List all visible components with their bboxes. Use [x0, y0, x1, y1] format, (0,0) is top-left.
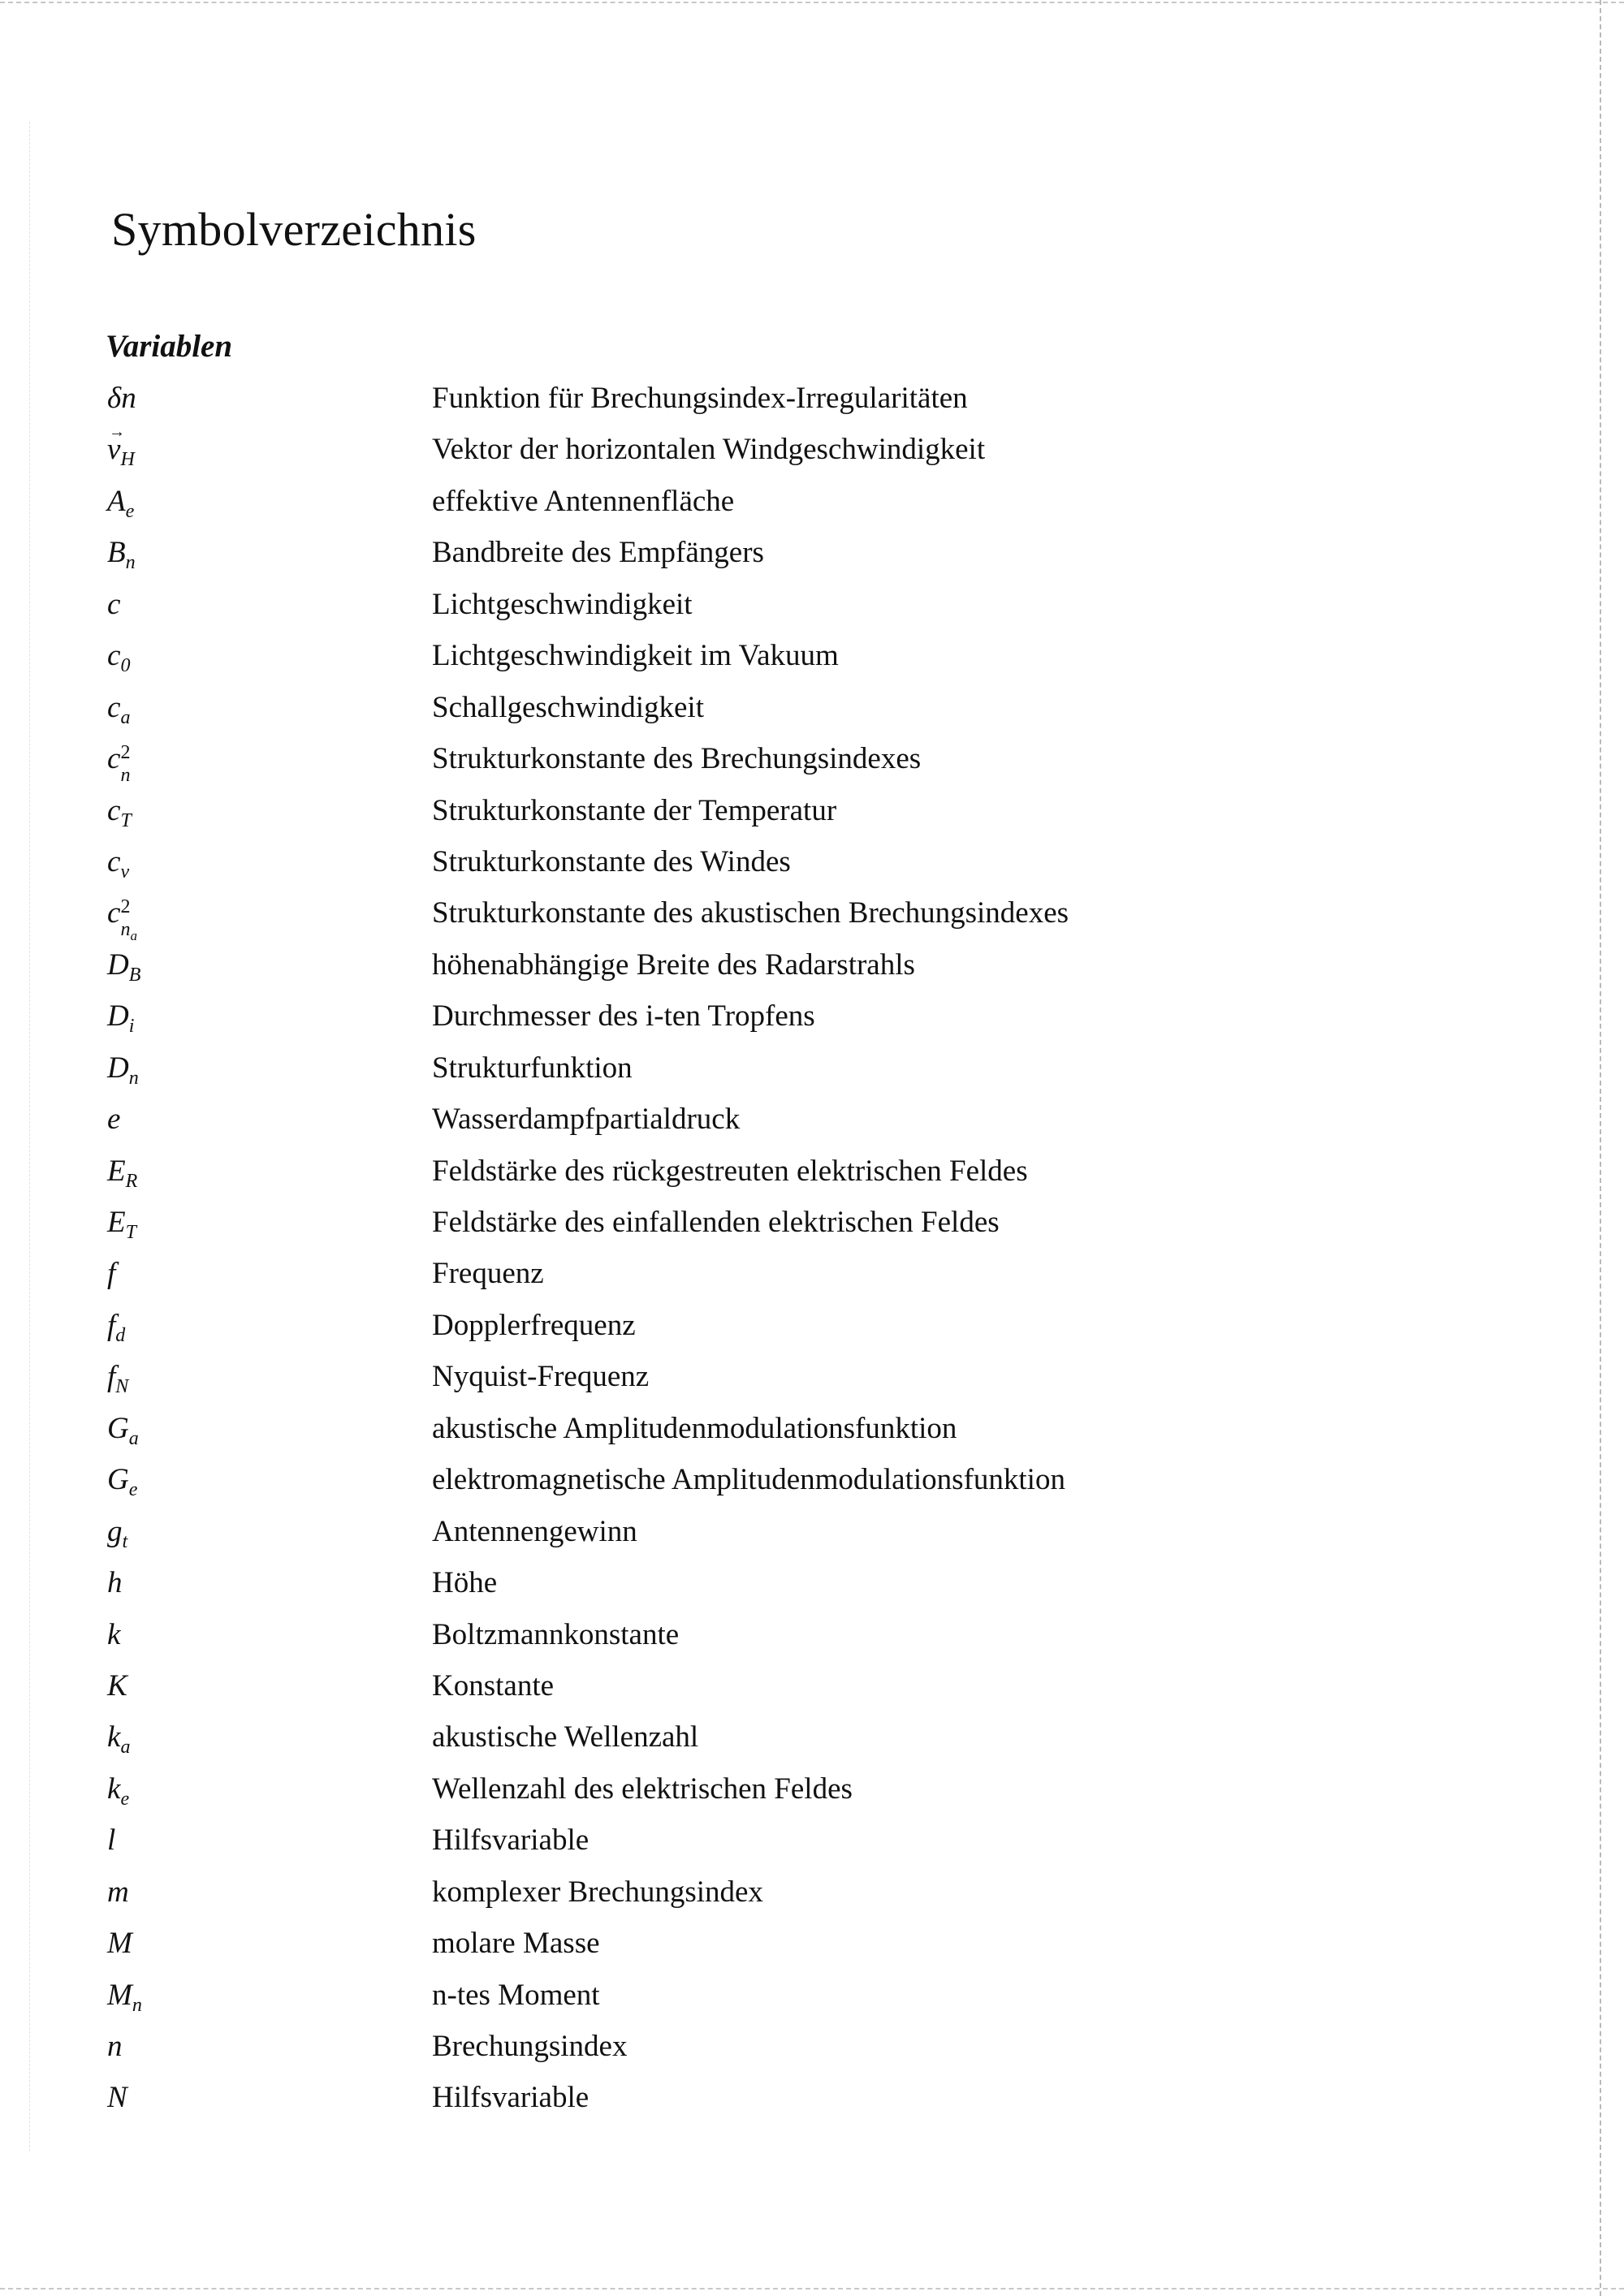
symbol-description: akustische Wellenzahl [432, 1720, 699, 1754]
symbol: $k_e$ [107, 1772, 130, 1810]
symbol-description: Durchmesser des i-ten Tropfens [432, 999, 815, 1034]
symbol-entry [0, 892, 1624, 943]
symbol-description: Lichtgeschwindigkeit im Vakuum [432, 639, 839, 673]
symbol-entry [0, 841, 1624, 892]
symbol: $c_a$ [107, 690, 131, 728]
symbol-description: molare Masse [432, 1927, 600, 1961]
scan-border-bottom [0, 2288, 1624, 2290]
symbol-entry [0, 1098, 1624, 1150]
symbol-description: effektive Antennenfläche [432, 484, 735, 518]
symbol-description: Feldstärke des einfallenden elektrischen Feldes [432, 1206, 1000, 1239]
symbol-description: Wasserdampfpartialdruck [432, 1103, 741, 1137]
symbol: $D_i$ [107, 999, 135, 1038]
symbol-entry [0, 687, 1624, 738]
symbol: l [107, 1823, 116, 1858]
symbol-entry [0, 944, 1624, 995]
symbol-description: elektromagnetische Amplitudenmodulationsfunktion [432, 1463, 1065, 1497]
symbol-entry [0, 1614, 1624, 1665]
symbol-description: Funktion für Brechungsindex-Irregularitäten [432, 382, 968, 415]
symbol: $M_n$ [107, 1978, 142, 2016]
symbol: $G_e$ [107, 1463, 138, 1501]
symbol-description: Strukturkonstante des Windes [432, 844, 791, 878]
symbol-entry [0, 635, 1624, 686]
symbol-description: Schallgeschwindigkeit [432, 690, 704, 724]
symbol: $D_n$ [107, 1051, 139, 1089]
symbol-description: Boltzmannkonstante [432, 1617, 680, 1651]
symbol: m [107, 1875, 129, 1909]
symbol: f [107, 1257, 116, 1291]
symbol-list [0, 378, 1624, 2129]
symbol-description: Feldstärke des rückgestreuten elektrischen Feldes [432, 1154, 1028, 1188]
symbol-entry [0, 1665, 1624, 1716]
symbol: $f_N$ [107, 1360, 129, 1398]
symbol-entry [0, 790, 1624, 841]
symbol-entry [0, 1253, 1624, 1304]
symbol: N [107, 2081, 127, 2115]
symbol-entry [0, 378, 1624, 429]
symbol-description: Nyquist-Frequenz [432, 1360, 650, 1394]
symbol-entry [0, 995, 1624, 1047]
symbol-description: Strukturkonstante der Temperatur [432, 793, 837, 827]
symbol-description: Vektor der horizontalen Windgeschwindigkeit [432, 433, 986, 467]
symbol-description: Höhe [432, 1566, 498, 1600]
symbol-description: höhenabhängige Breite des Radarstrahls [432, 947, 915, 982]
symbol-entry [0, 1202, 1624, 1253]
symbol-entry [0, 1356, 1624, 1407]
symbol-entry [0, 1511, 1624, 1562]
symbol: e [107, 1103, 121, 1137]
symbol: k [107, 1617, 121, 1651]
symbol-entry [0, 1974, 1624, 2026]
symbol: $k_a$ [107, 1720, 131, 1759]
page-title: Symbolverzeichnis [111, 203, 477, 256]
symbol-description: n-tes Moment [432, 1978, 600, 2012]
symbol-entry [0, 1871, 1624, 1923]
symbol-entry [0, 1459, 1624, 1510]
symbol-entry [0, 1408, 1624, 1459]
symbol-entry [0, 1150, 1624, 1202]
symbol: M [107, 1927, 132, 1961]
symbol-description: Wellenzahl des elektrischen Feldes [432, 1772, 853, 1806]
section-heading-variablen: Variablen [106, 329, 233, 364]
symbol-entry [0, 2026, 1624, 2077]
symbol: $A_e$ [107, 484, 135, 522]
symbol: c 2 $n_a$ [107, 896, 137, 944]
symbol-description: Lichtgeschwindigkeit [432, 587, 693, 621]
symbol: $c_T$ [107, 793, 132, 831]
symbol: δn [107, 382, 136, 415]
symbol-description: Strukturkonstante des Brechungsindexes [432, 742, 922, 776]
symbol-entry [0, 584, 1624, 635]
symbol-description: Hilfsvariable [432, 1823, 590, 1858]
symbol-entry [0, 1768, 1624, 1819]
symbol: $c_v$ [107, 844, 130, 883]
symbol-entry [0, 738, 1624, 789]
scan-border-top [0, 2, 1624, 3]
symbol-description: komplexer Brechungsindex [432, 1875, 763, 1909]
symbol-entry [0, 1716, 1624, 1767]
symbol-description: akustische Amplitudenmodulationsfunktion [432, 1411, 957, 1445]
symbol-entry [0, 1562, 1624, 1613]
symbol-description: Antennengewinn [432, 1514, 637, 1548]
symbol-entry [0, 429, 1624, 480]
symbol: $E_T$ [107, 1206, 136, 1243]
symbol: K [107, 1668, 127, 1703]
symbol-entry [0, 1305, 1624, 1356]
symbol-description: Bandbreite des Empfängers [432, 536, 764, 570]
symbol-description: Brechungsindex [432, 2030, 628, 2063]
symbol-entry [0, 1047, 1624, 1098]
symbol-entry [0, 2077, 1624, 2128]
symbol: h [107, 1566, 123, 1600]
symbol-description: Frequenz [432, 1257, 544, 1291]
symbol: $f_d$ [107, 1308, 126, 1346]
symbol-description: Strukturkonstante des akustischen Brechungsindexes [432, 896, 1069, 930]
symbol: $G_a$ [107, 1411, 139, 1449]
symbol-description: Konstante [432, 1668, 555, 1703]
symbol: c [107, 587, 121, 621]
symbol: n [107, 2030, 123, 2063]
symbol: $E_R$ [107, 1154, 138, 1192]
symbol: $g_t$ [107, 1514, 128, 1552]
symbol-description: Strukturfunktion [432, 1051, 633, 1085]
symbol: c 2 n [107, 742, 131, 787]
symbol-entry [0, 1819, 1624, 1871]
symbol-entry [0, 532, 1624, 583]
symbol-entry [0, 1923, 1624, 1974]
symbol-entry [0, 481, 1624, 532]
symbol-description: Dopplerfrequenz [432, 1308, 636, 1342]
symbol: $B_n$ [107, 536, 136, 574]
symbol-description: Hilfsvariable [432, 2081, 590, 2115]
symbol: $D_B$ [107, 947, 141, 986]
symbol: → $v_H$ [107, 429, 135, 471]
symbol: $c_0$ [107, 639, 131, 677]
